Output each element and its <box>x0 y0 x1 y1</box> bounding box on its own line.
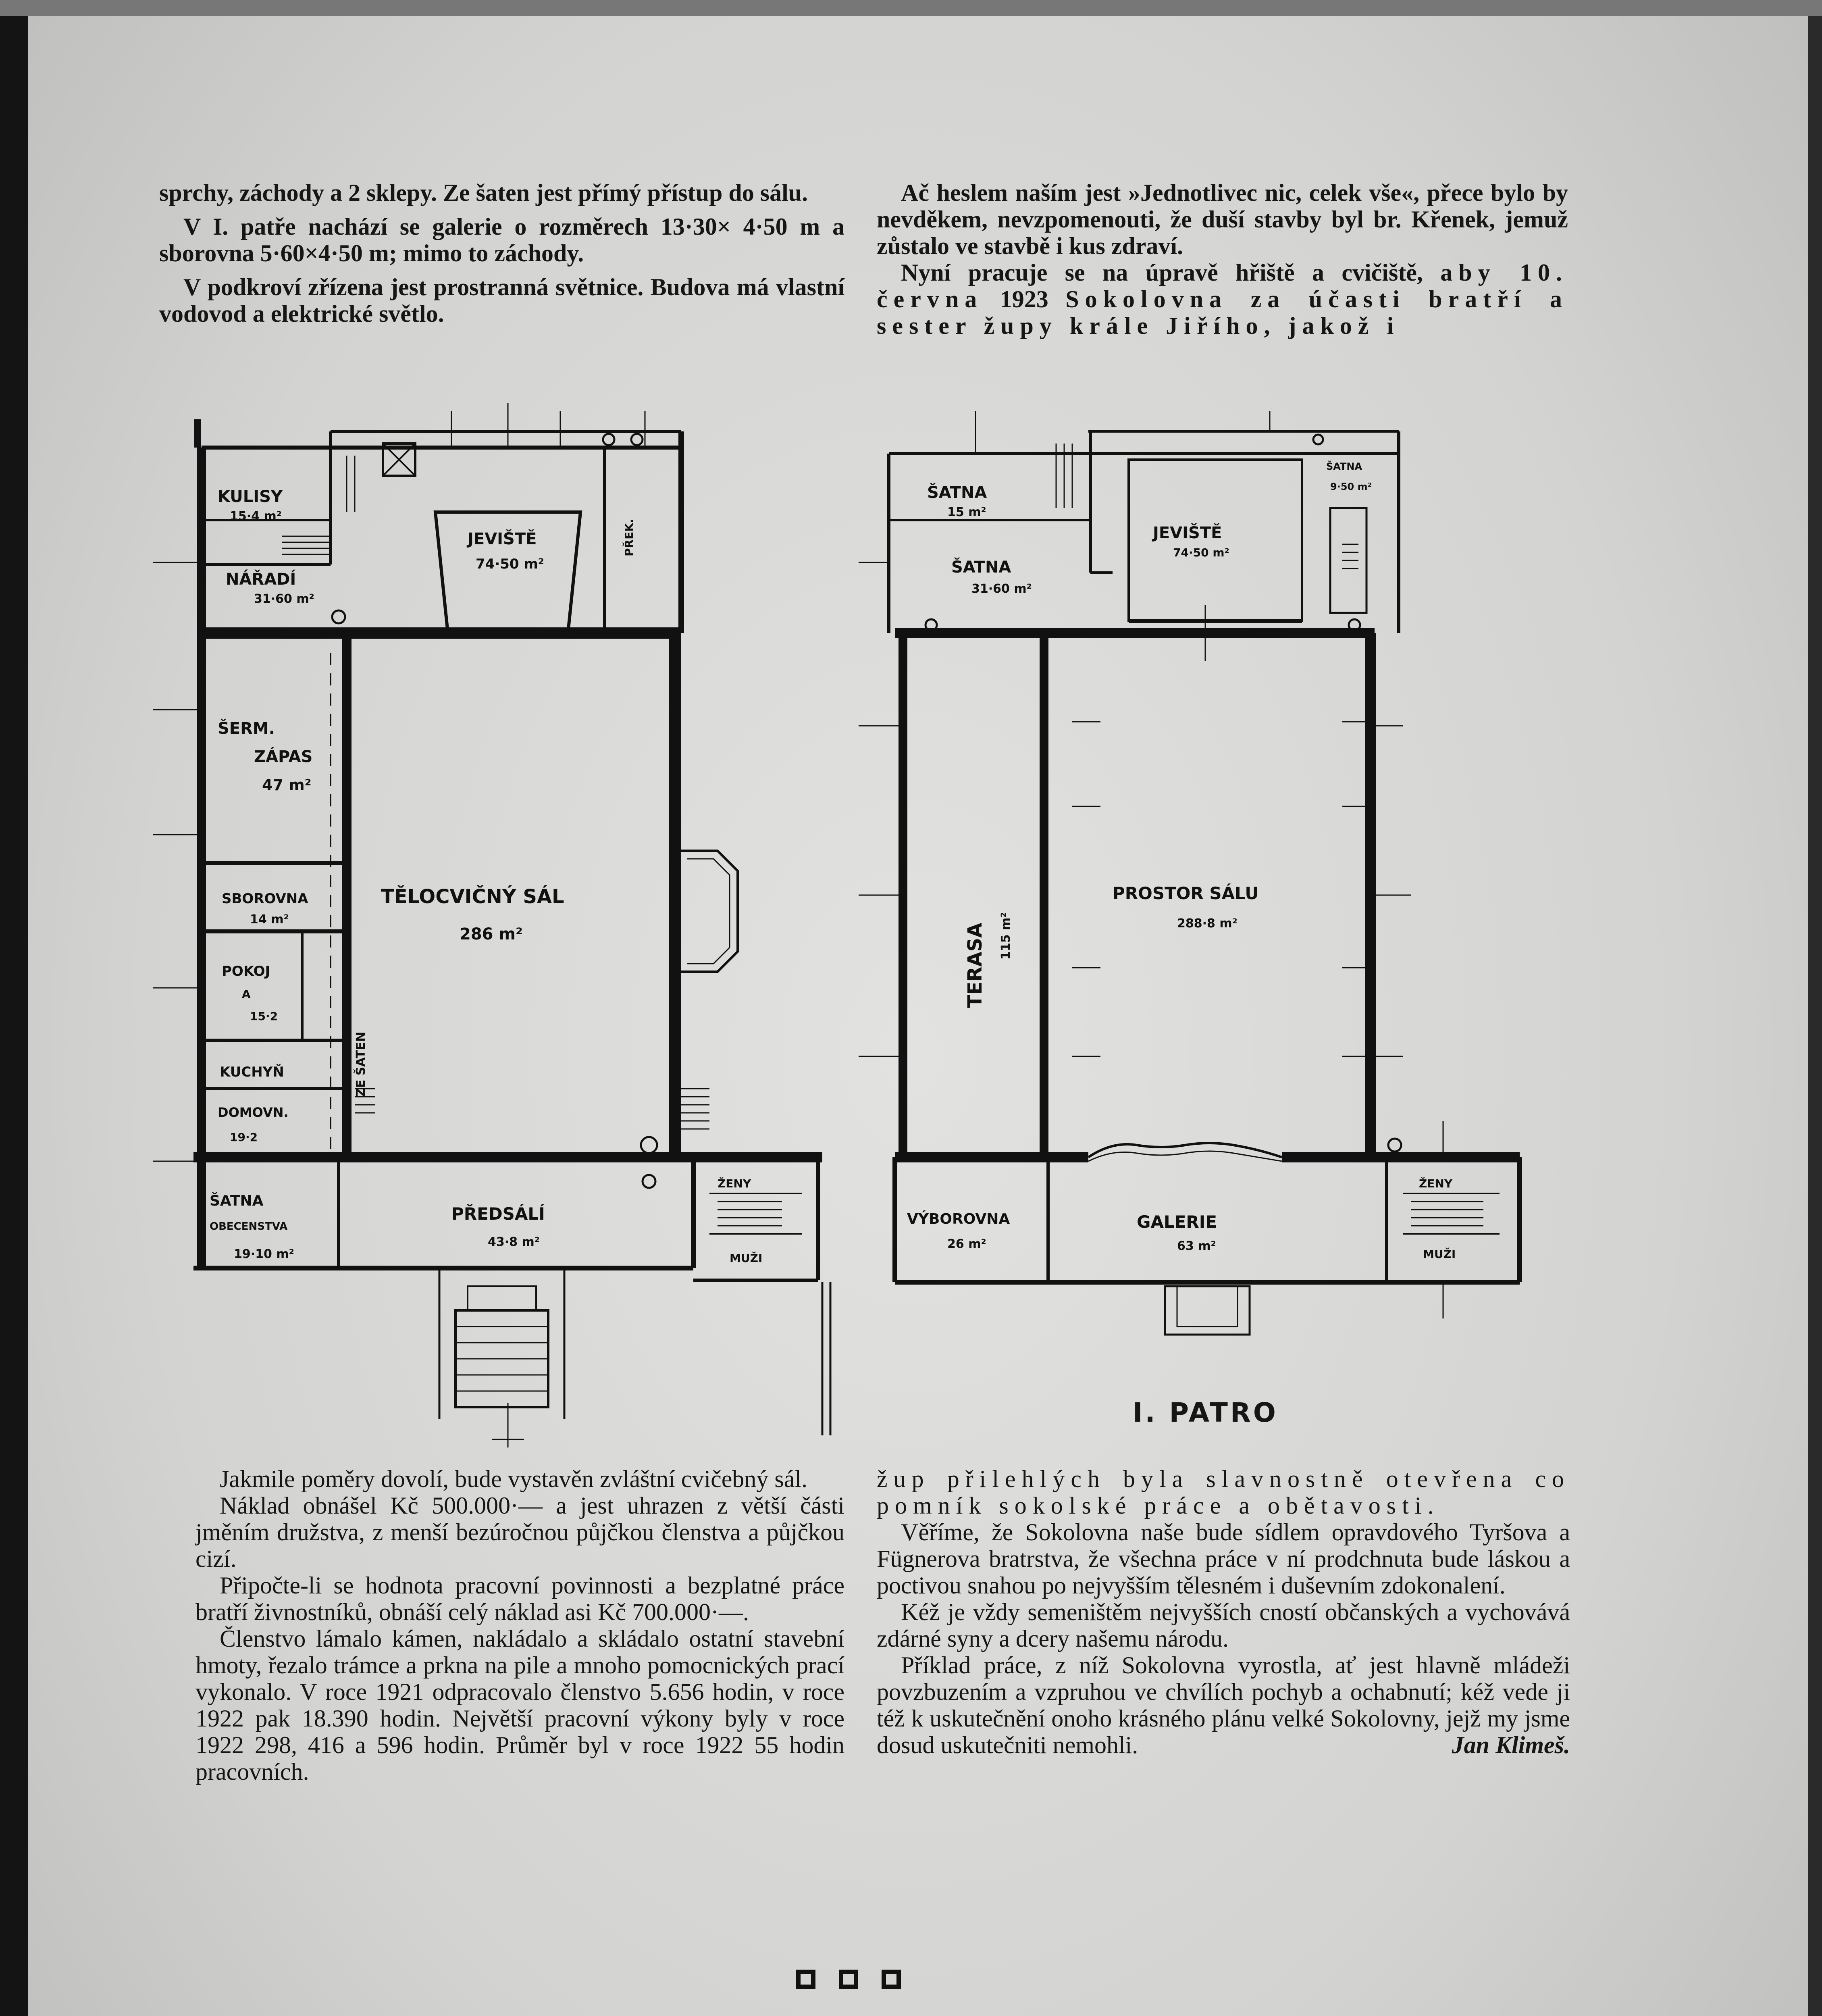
area-prostor-salu: 288·8 m² <box>1177 916 1238 931</box>
label-domovn: DOMOVN. <box>218 1105 289 1120</box>
area-kulisy: 15·4 m² <box>230 509 282 523</box>
area-vyborovna: 26 m² <box>947 1237 986 1251</box>
text-run: 1923 <box>1000 286 1048 312</box>
area-galerie: 63 m² <box>1177 1239 1216 1253</box>
label-serm: ŠERM. <box>218 719 275 738</box>
paragraph: Jakmile poměry dovolí, bude vystavěn zvláštní cvičebný sál. <box>220 1466 807 1492</box>
area-telocvicny-sal: 286 m² <box>460 925 523 943</box>
text-run: Nyní pracuje se na úpravě hřiště a cvičiště, <box>901 259 1423 286</box>
label-naradi: NÁŘADÍ <box>226 570 296 589</box>
area-jeviste-1: 74·50 m² <box>1173 546 1229 559</box>
label-satna-2: ŠATNA <box>951 558 1011 577</box>
spaced-text: Sokolovna za účasti bratří a sester župy krále Jiřího, jakož i <box>877 286 1568 339</box>
label-telocvicny-sal: TĚLOCVIČNÝ SÁL <box>381 885 564 908</box>
paragraph: Ač heslem naším jest »Jednotlivec nic, celek vše«, přece bylo by nevděkem, nevzpomenouti, že duší stavby byl br. Křenek, jemuž zůstalo ve stavbě i kus zdraví. <box>877 179 1568 259</box>
area-predsali: 43·8 m² <box>488 1235 540 1249</box>
label-vyborovna: VÝBOROVNA <box>907 1211 1010 1227</box>
area-satna: 19·10 m² <box>234 1247 294 1261</box>
label-prostor-salu: PROSTOR SÁLU <box>1113 883 1259 903</box>
area-terasa: 115 m² <box>999 912 1013 960</box>
label-prek: PŘEK. <box>622 519 636 556</box>
label-predsali: PŘEDSÁLÍ <box>451 1204 545 1224</box>
label-satna: ŠATNA <box>210 1193 264 1209</box>
label-ze-saten: ZE ŠATEN <box>354 1031 368 1097</box>
square-icon <box>796 1970 815 1989</box>
area-jeviste: 74·50 m² <box>476 556 544 572</box>
text-column-bottom-left <box>196 1466 844 1785</box>
label-kulisy: KULISY <box>218 487 283 506</box>
paragraph: Kéž je vždy semeništěm nejvyšších cností občanských a vychovává zdárné syny a dcery našemu národu. <box>877 1599 1570 1652</box>
label-satna-small: ŠATNA <box>1326 461 1362 472</box>
label-pokoj-a: A <box>242 987 251 1001</box>
paragraph: Věříme, že Sokolovna naše bude sídlem opravdového Tyršova a Fügnerova bratrstva, že všechna práce v ní prodchnuta bude láskou a poctivou snahou po nejvyšším tělesném i duševním zdokonalení. <box>877 1519 1570 1599</box>
plan-title-first-floor: I. PATRO <box>1133 1397 1278 1428</box>
paragraph: V I. patře nachází se galerie o rozměrech 13·30× 4·50 m a sborovna 5·60×4·50 m; mimo to záchody. <box>159 213 844 267</box>
section-ornament <box>796 1970 901 1989</box>
area-satna-2: 31·60 m² <box>971 582 1032 596</box>
square-icon <box>839 1970 858 1989</box>
label-satna-obecenstva: OBECENSTVA <box>210 1220 288 1233</box>
area-serm: 47 m² <box>262 776 312 794</box>
text-run: Příklad práce, z níž Sokolovna vyrostla, ať jest hlavně mládeži povzbuzením a vzpruhou ve chvílích pochyb a ochabnutí; kéž vede ji též k uskutečnění onoho krásného plánu velké Sokolovny, jejž my jsme dosud uskutečniti nemohli. <box>877 1652 1570 1758</box>
spaced-paragraph: žup přilehlých byla slavnostně otevřena co pomník sokolské práce a obětavosti. <box>877 1466 1570 1519</box>
label-satna-1: ŠATNA <box>927 483 987 502</box>
square-icon <box>882 1970 901 1989</box>
spaced-text: aby 10. června <box>877 259 1568 312</box>
area-satna-small: 9·50 m² <box>1330 481 1372 492</box>
label-sborovna: SBOROVNA <box>222 891 308 907</box>
label-kuchyn: KUCHYŇ <box>220 1064 284 1080</box>
label-muzi: MUŽI <box>730 1252 763 1265</box>
label-muzi-1: MUŽI <box>1423 1248 1456 1261</box>
paragraph: Připočte-li se hodnota pracovní povinnosti a bezplatné práce bratří živnostníků, obnáší celý náklad asi Kč 700.000·—. <box>196 1572 844 1625</box>
label-zeny: ŽENY <box>718 1177 751 1190</box>
area-naradi: 31·60 m² <box>254 592 314 606</box>
author-signature: Jan Klimeš. <box>1452 1732 1570 1758</box>
text-column-bottom-right <box>877 1466 1570 1758</box>
label-pokoj: POKOJ <box>222 963 270 979</box>
area-satna-1: 15 m² <box>947 505 986 519</box>
label-zapas: ZÁPAS <box>254 748 313 766</box>
label-terasa: TERASA <box>964 923 986 1008</box>
label-jeviste: JEVIŠTĚ <box>468 530 537 548</box>
paragraph: V podkroví zřízena jest prostranná světnice. Budova má vlastní vodovod a elektrické světlo. <box>159 274 844 327</box>
paragraph: sprchy, záchody a 2 sklepy. Ze šaten jest přímý přístup do sálu. <box>159 179 808 206</box>
paragraph: Členstvo lámalo kámen, nakládalo a skládalo ostatní stavební hmoty, řezalo trámce a prkna na pile a mnoho pomocnických prací vykonalo. V roce 1921 odpracovalo členstvo 5.656 hodin, v roce 1922 pak 18.390 hodin. Největší pracovní výkony byly v roce 1922 298, 416 a 596 hodin. Průměr byl v roce 1922 55 hodin pracovních. <box>196 1625 844 1785</box>
paragraph: Náklad obnášel Kč 500.000·— a jest uhrazen z větší části jměním družstva, z menší bezúročnou půjčkou členstva a půjčkou cizí. <box>196 1492 844 1572</box>
paragraph <box>877 1652 1570 1758</box>
area-domovn: 19·2 <box>230 1131 258 1144</box>
label-zeny-1: ŽENY <box>1419 1177 1453 1190</box>
area-pokoj: 15·2 <box>250 1010 278 1023</box>
label-jeviste-1: JEVIŠTĚ <box>1153 524 1222 542</box>
area-sborovna: 14 m² <box>250 912 289 927</box>
label-galerie: GALERIE <box>1137 1212 1217 1232</box>
